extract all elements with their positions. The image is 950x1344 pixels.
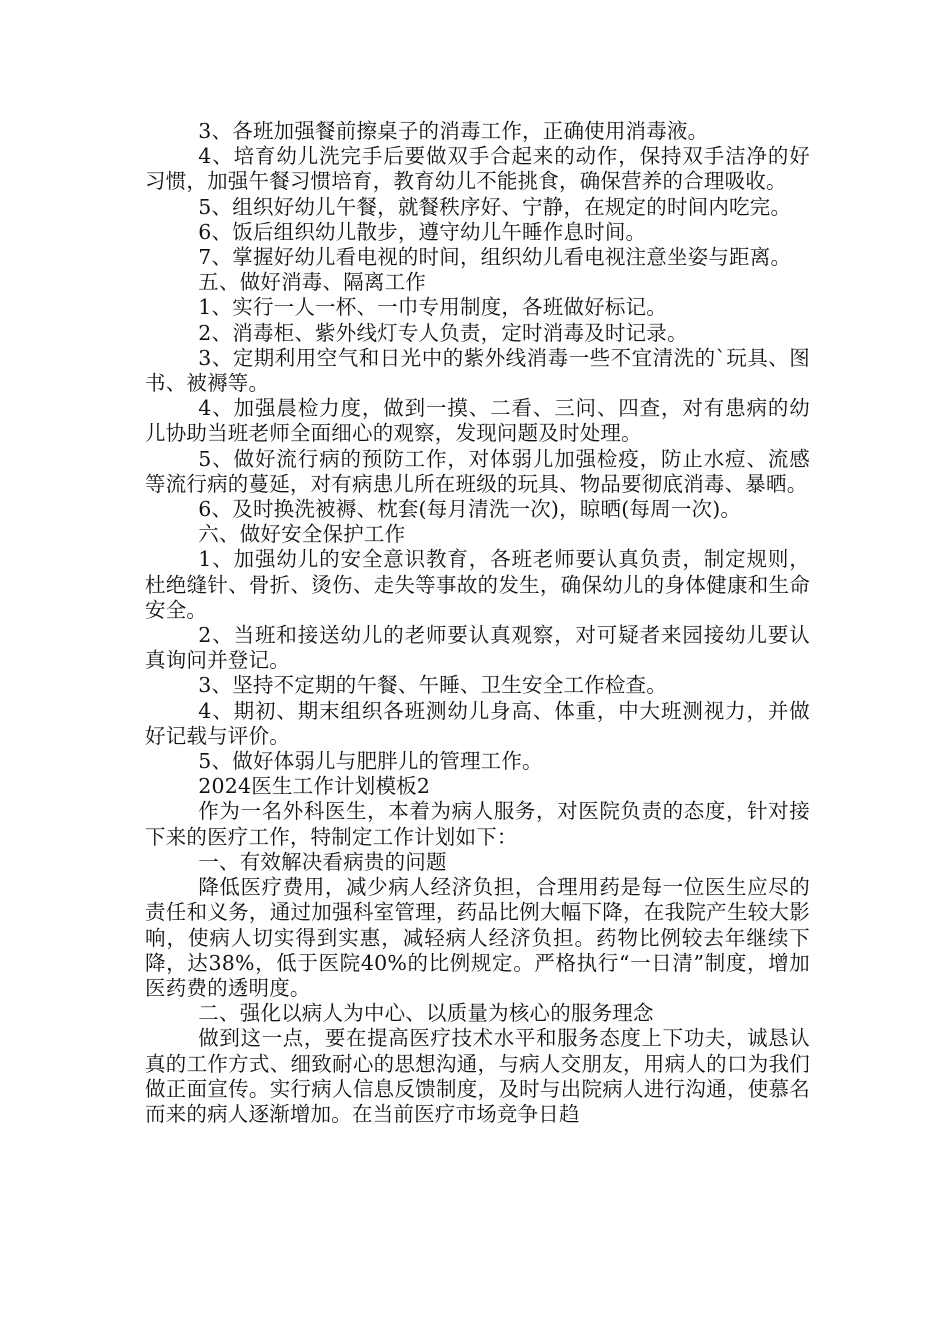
paragraph: 4、培育幼儿洗完手后要做双手合起来的动作，保持双手洁净的好习惯，加强午餐习惯培育，教育幼儿不能挑食，确保营养的合理吸收。: [145, 144, 810, 194]
paragraph: 7、掌握好幼儿看电视的时间，组织幼儿看电视注意坐姿与距离。: [198, 245, 792, 270]
section-heading: 一、有效解决看病贵的问题: [198, 849, 447, 874]
paragraph: 作为一名外科医生，本着为病人服务，对医院负责的态度，针对接下来的医疗工作，特制定工作计划如下：: [145, 799, 810, 849]
section-heading: 六、做好安全保护工作: [198, 522, 406, 547]
document-page: [145, 119, 810, 1127]
paragraph: 6、及时换洗被褥、枕套(每月清洗一次)，晾晒(每周一次)。: [198, 497, 742, 522]
document-title: 2024医生工作计划模板2: [198, 774, 431, 799]
paragraph: 2、消毒柜、紫外线灯专人负责，定时消毒及时记录。: [198, 320, 688, 345]
paragraph: 3、坚持不定期的午餐、午睡、卫生安全工作检查。: [198, 673, 667, 698]
paragraph: 4、加强晨检力度，做到一摸、二看、三问、四查，对有患病的幼儿协助当班老师全面细心的观察，发现问题及时处理。: [145, 396, 810, 446]
paragraph: 3、定期利用空气和日光中的紫外线消毒一些不宜清洗的`玩具、图书、被褥等。: [145, 345, 810, 396]
paragraph: 1、实行一人一杯、一巾专用制度，各班做好标记。: [198, 295, 667, 320]
paragraph: 5、做好流行病的预防工作，对体弱儿加强检疫，防止水痘、流感等流行病的蔓延，对有病患儿所在班级的玩具、物品要彻底消毒、暴晒。: [145, 446, 810, 496]
paragraph: 做到这一点，要在提高医疗技术水平和服务态度上下功夫，诚恳认真的工作方式、细致耐心的思想沟通，与病人交朋友，用病人的口为我们做正面宣传。实行病人信息反馈制度，及时与出院病人进行沟通，使慕名而来的病人逐渐增加。在当前医疗市场竞争日趋: [145, 1026, 810, 1126]
paragraph: 1、加强幼儿的安全意识教育，各班老师要认真负责，制定规则，杜绝缝针、骨折、烫伤、走失等事故的发生，确保幼儿的身体健康和生命安全。: [145, 547, 810, 622]
paragraph: 4、期初、期末组织各班测幼儿身高、体重，中大班测视力，并做好记载与评价。: [145, 698, 810, 748]
paragraph: 6、饭后组织幼儿散步，遵守幼儿午睡作息时间。: [198, 219, 647, 244]
paragraph: 5、组织好幼儿午餐，就餐秩序好、宁静，在规定的时间内吃完。: [198, 194, 792, 219]
paragraph: 降低医疗费用，减少病人经济负担，合理用药是每一位医生应尽的责任和义务，通过加强科室管理，药品比例大幅下降，在我院产生较大影响，使病人切实得到实惠，减轻病人经济负担。药物比例较去年继续下降，达38%，低于医院40%的比例规定。严格执行“一日清”制度，增加医药费的透明度。: [145, 875, 810, 1000]
paragraph: 3、各班加强餐前擦桌子的消毒工作，正确使用消毒液。: [198, 119, 709, 143]
section-heading: 五、做好消毒、隔离工作: [198, 270, 426, 295]
paragraph: 2、当班和接送幼儿的老师要认真观察，对可疑者来园接幼儿要认真询问并登记。: [145, 623, 810, 673]
paragraph: 5、做好体弱儿与肥胖儿的管理工作。: [198, 749, 543, 774]
section-heading: 二、强化以病人为中心、以质量为核心的服务理念: [198, 1001, 654, 1026]
